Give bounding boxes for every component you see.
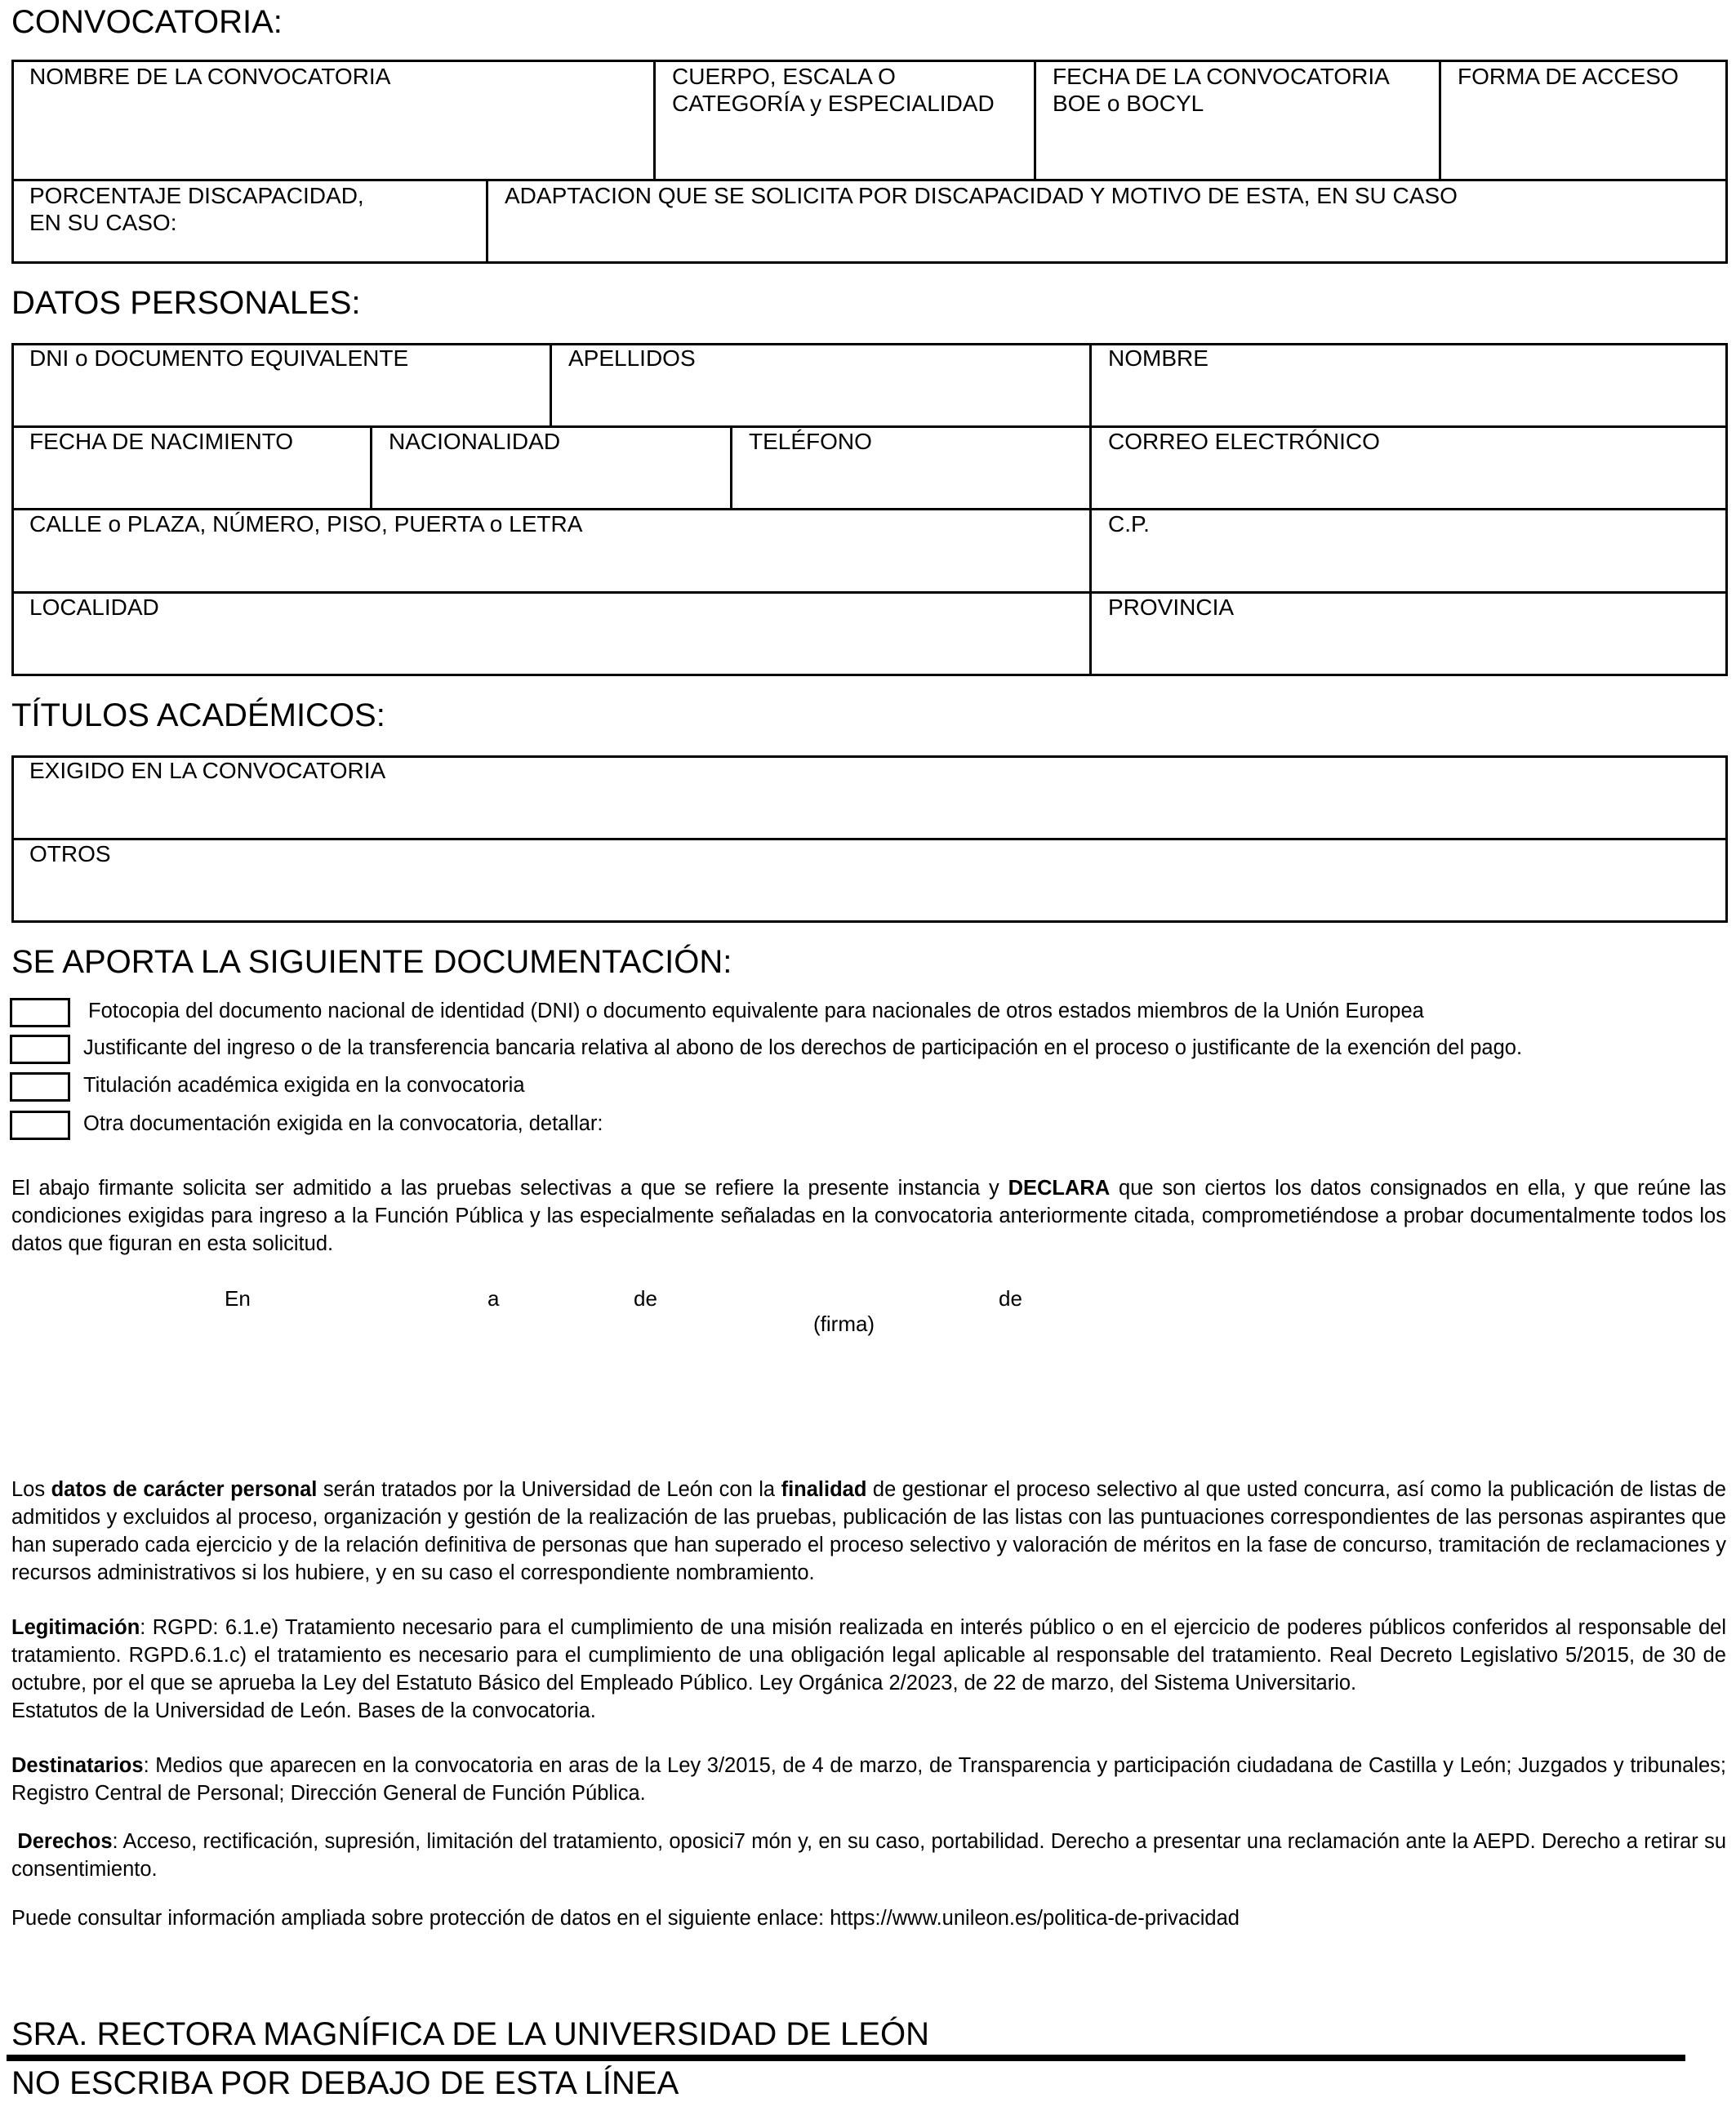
checkbox-justificante[interactable] — [10, 1035, 70, 1064]
telefono-field[interactable] — [732, 420, 1089, 506]
cut-line — [7, 2055, 1685, 2061]
derechos-text: Derechos: Acceso, rectificación, supresión, limitación del tratamiento, oposici7 món y, en su caso, portabilidad. Derecho a presentar una reclamación ante la AEPD. Derecho a retirar su consentimiento. — [11, 1830, 1727, 1881]
forma-acceso-field[interactable] — [1441, 55, 1725, 177]
titulo-exigido-field[interactable] — [13, 749, 1725, 836]
localidad-field[interactable] — [13, 586, 1089, 674]
convocatoria-heading: CONVOCATORIA: — [11, 4, 283, 40]
fecha-convocatoria-field[interactable] — [1036, 55, 1439, 177]
field-label: NACIONALIDAD — [389, 429, 561, 454]
field-label: CALLE o PLAZA, NÚMERO, PISO, PUERTA o LETRA — [29, 511, 583, 537]
field-label: CUERPO, ESCALA O — [672, 64, 896, 89]
checkbox-titulacion[interactable] — [10, 1072, 70, 1102]
field-label: FORMA DE ACCESO — [1458, 64, 1679, 89]
field-label: PROVINCIA — [1108, 595, 1235, 620]
titulos-heading: TÍTULOS ACADÉMICOS: — [11, 697, 385, 733]
field-label: APELLIDOS — [568, 345, 696, 371]
field-label: CORREO ELECTRÓNICO — [1108, 429, 1380, 454]
proteccion-datos-text: Los datos de carácter personal serán tratados por la Universidad de León con la finalidad de gestionar el proceso selectivo al que usted concurra, así como la publicación de listas de admitidos y excluidos al proceso, organización y gestión de la realización de las pruebas, publicación de las listas con las puntuaciones correspondientes de las personas aspirantes que han superado cada ejercicio y de la relación definitiva de personas que han superado el proceso selectivo y valoración de méritos en la fase de concurso, tramitación de reclamaciones y recursos administrativos si los hubiere, y en su caso el correspondiente nombramiento. — [11, 1478, 1726, 1584]
field-label: LOCALIDAD — [29, 595, 159, 620]
checkbox-dni[interactable] — [10, 998, 70, 1027]
legitimacion-text: Legitimación: RGPD: 6.1.e) Tratamiento necesario para el cumplimiento de una misión realizada en interés público o en el ejercicio de poderes públicos conferidos al responsable del tratamiento. RGPD.6.1.c) el tratamiento es necesario para el cumplimiento de una obligación legal aplicable al responsable del tratamiento. Real Decreto Legislativo 5/2015, de 30 de octubre, por el que se aprueba la Ley del Estatuto Básico del Empleado Público. Ley Orgánica 2/2023, de 22 de marzo, del Sistema Universitario. Estatutos de la Universidad de León. Bases de la convocatoria. — [11, 1616, 1726, 1722]
field-label: NOMBRE DE LA CONVOCATORIA — [29, 64, 391, 89]
nombre-convocatoria-field[interactable] — [13, 55, 653, 177]
field-label: FECHA DE NACIMIENTO — [29, 429, 294, 454]
field-label: FECHA DE LA CONVOCATORIA — [1053, 64, 1390, 89]
rectora-heading: SRA. RECTORA MAGNÍFICA DE LA UNIVERSIDAD DE LEÓN — [11, 2016, 929, 2052]
correo-field[interactable] — [1092, 420, 1725, 506]
checkbox-label: Titulación académica exigida en la convocatoria — [83, 1074, 525, 1097]
adaptacion-field[interactable] — [488, 174, 1725, 262]
firma-de: de — [999, 1286, 1022, 1311]
firma-label: (firma) — [813, 1312, 875, 1336]
firma-en: En — [225, 1286, 251, 1311]
field-label: C.P. — [1108, 511, 1150, 537]
provincia-field[interactable] — [1092, 586, 1725, 674]
firma-de: de — [634, 1286, 657, 1311]
field-label: DNI o DOCUMENTO EQUIVALENTE — [29, 345, 409, 371]
field-label: NOMBRE — [1108, 345, 1209, 371]
documentacion-heading: SE APORTA LA SIGUIENTE DOCUMENTACIÓN: — [11, 944, 732, 980]
checkbox-otra[interactable] — [10, 1111, 70, 1140]
field-label: EXIGIDO EN LA CONVOCATORIA — [29, 758, 386, 783]
fecha-nacimiento-field[interactable] — [13, 420, 370, 506]
apellidos-field[interactable] — [552, 336, 1089, 424]
checkbox-label: Otra documentación exigida en la convocatoria, detallar: — [83, 1112, 603, 1135]
field-label: CATEGORÍA y ESPECIALIDAD — [672, 91, 995, 116]
no-escriba-text: NO ESCRIBA POR DEBAJO DE ESTA LÍNEA — [11, 2065, 679, 2101]
field-label: EN SU CASO: — [29, 210, 177, 235]
porcentaje-discapacidad-field[interactable] — [13, 174, 486, 262]
checkbox-label: Justificante del ingreso o de la transferencia bancaria relativa al abono de los derechos de participación en el proceso o justificante de la exención del pago. — [83, 1036, 1523, 1059]
field-label: OTROS — [29, 841, 111, 866]
field-label: PORCENTAJE DISCAPACIDAD, — [29, 183, 364, 208]
datos-personales-heading: DATOS PERSONALES: — [11, 285, 361, 321]
firma-a: a — [487, 1286, 500, 1311]
titulo-otros-field[interactable] — [13, 832, 1725, 920]
field-label: ADAPTACION QUE SE SOLICITA POR DISCAPACIDAD Y MOTIVO DE ESTA, EN SU CASO — [505, 183, 1458, 208]
checkbox-label: Fotocopia del documento nacional de identidad (DNI) o documento equivalente para nacionales de otros estados miembros de la Unión Europea — [88, 1000, 1424, 1022]
field-label: BOE o BOCYL — [1053, 91, 1204, 116]
calle-field[interactable] — [13, 502, 1089, 590]
declaracion-text: El abajo firmante solicita ser admitido a las pruebas selectivas a que se refiere la presente instancia y DECLARA que son ciertos los datos consignados en ella, y que reúne las condiciones exigidas para ingreso a la Función Pública y las especialmente señaladas en la convocatoria anteriormente citada, comprometiéndose a probar documentalmente todos los datos que figuran en esta solicitud. — [11, 1177, 1727, 1255]
consulta-text: Puede consultar información ampliada sobre protección de datos en el siguiente enlace: https://www.unileon.es/politica-de-privacidad — [11, 1907, 1240, 1930]
cp-field[interactable] — [1092, 502, 1725, 590]
cuerpo-escala-field[interactable] — [656, 55, 1034, 177]
nombre-field[interactable] — [1092, 336, 1725, 424]
field-label: TELÉFONO — [749, 429, 872, 454]
destinatarios-text: Destinatarios: Medios que aparecen en la convocatoria en aras de la Ley 3/2015, de 4 de marzo, de Transparencia y participación ciudadana de Castilla y León; Juzgados y tribunales; Registro Central de Personal; Dirección General de Función Pública. — [11, 1754, 1726, 1805]
nacionalidad-field[interactable] — [372, 420, 730, 506]
dni-field[interactable] — [13, 336, 550, 424]
